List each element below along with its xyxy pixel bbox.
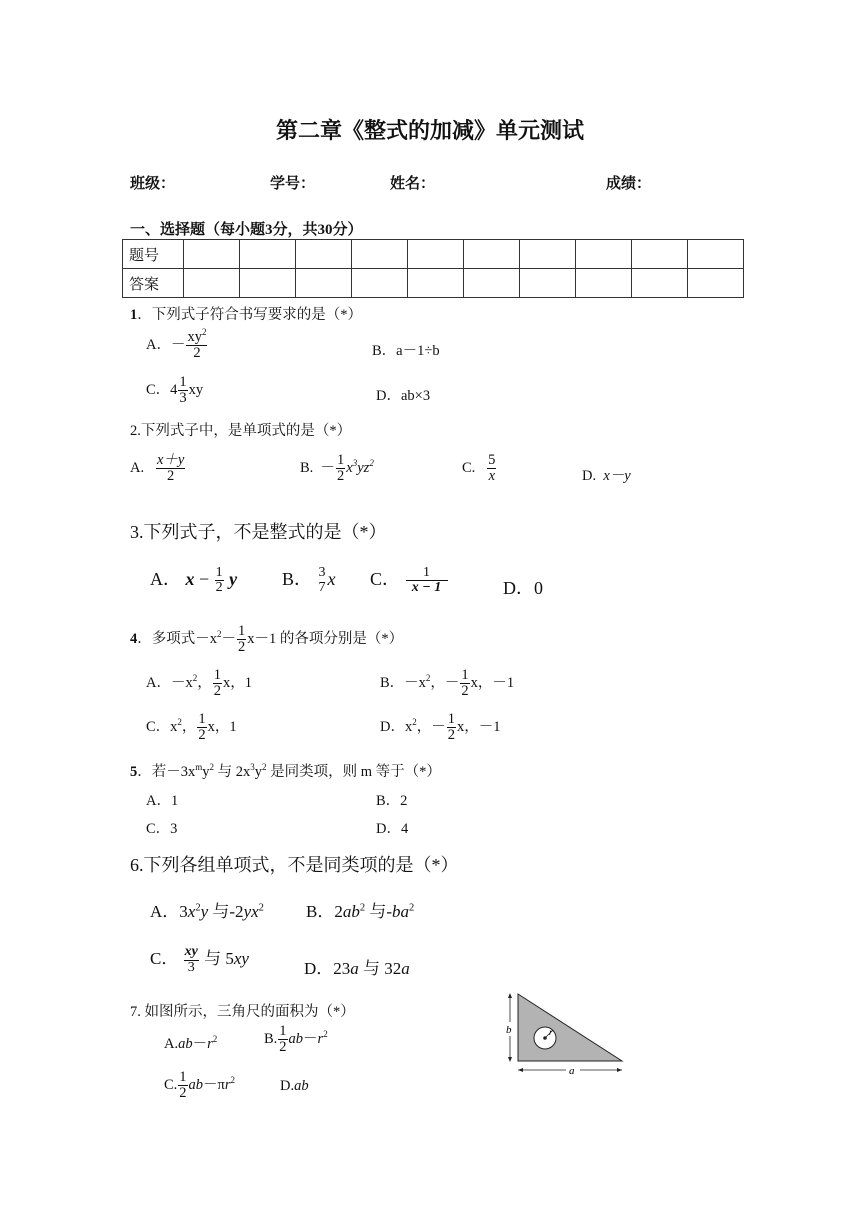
- question-3-option-c: C． $\frac{1}{x - 1}$: [370, 565, 449, 596]
- question-2-option-c: C. $\frac{5}{x}$: [462, 452, 496, 485]
- table-cell[interactable]: [576, 269, 632, 298]
- table-cell[interactable]: [408, 240, 464, 269]
- question-2-option-d: D. x－y: [582, 468, 631, 484]
- table-cell[interactable]: [520, 269, 576, 298]
- question-1-option-d: D．ab×3: [376, 388, 431, 404]
- table-cell[interactable]: [464, 269, 520, 298]
- question-5-stem: 5．若$-3x^my^2$ 与 $2x^3y^2$ 是同类项，则 m 等于（*）: [130, 762, 441, 780]
- question-4-option-b: B．$-x^2$，－ $\frac{1}{2}$ x，－1: [380, 667, 515, 700]
- question-3-stem: 3.下列式子，不是整式的是（*）: [130, 522, 387, 542]
- table-header-cell: 题号: [123, 240, 184, 269]
- table-cell[interactable]: [576, 240, 632, 269]
- question-1-option-b: B．a－1÷b: [372, 343, 440, 359]
- question-1-stem: 1．下列式子符合书写要求的是（*）: [130, 307, 362, 323]
- table-row: [123, 269, 744, 298]
- table-cell[interactable]: [632, 269, 688, 298]
- question-2-option-a: A. $\frac{x+y}{2}$: [130, 452, 185, 485]
- question-6-option-d: D．23a 与 32a: [304, 959, 410, 978]
- label-a: a: [569, 1065, 575, 1077]
- question-6-stem: 6.下列各组单项式，不是同类项的是（*）: [130, 855, 459, 875]
- label-r: r: [549, 1027, 553, 1037]
- table-cell[interactable]: [408, 269, 464, 298]
- question-1-option-c: C．4 $\frac{1}{3}$ xy: [146, 374, 204, 407]
- table-cell[interactable]: [184, 240, 240, 269]
- question-7-stem: 7. 如图所示，三角尺的面积为（*）: [130, 1004, 355, 1020]
- score-label: 成绩：: [606, 176, 652, 192]
- table-cell[interactable]: [296, 269, 352, 298]
- page-title: 第二章《整式的加减》单元测试: [275, 118, 584, 143]
- table-row: [123, 240, 744, 269]
- table-cell[interactable]: [520, 240, 576, 269]
- question-4-option-a: A．$-x^2$， $\frac{1}{2}$ x，1: [146, 667, 252, 700]
- table-cell[interactable]: [240, 240, 296, 269]
- name-label: 姓名：: [390, 176, 436, 192]
- question-6-option-c: C． $\frac{xy}{3}$ 与 5xy: [150, 943, 249, 975]
- question-7-option-b: B. $\frac{1}{2}$ $ab-r^2$: [264, 1023, 328, 1056]
- question-2-stem: 2.下列式子中，是单项式的是（*）: [130, 423, 352, 439]
- student-number-label: 学号：: [270, 176, 316, 192]
- question-1-option-a: A．－ $\frac{xy^2}{2}$: [146, 327, 207, 362]
- question-3-option-a: A． x − $\frac{1}{2}$ y: [150, 564, 238, 596]
- question-7-option-d: D.ab: [280, 1078, 309, 1094]
- section-heading: 一、选择题（每小题3分，共30分）: [130, 222, 363, 238]
- table-cell[interactable]: [296, 240, 352, 269]
- question-2-option-b: B. － $\frac{1}{2}$ $x^3yz^2$: [300, 452, 374, 485]
- question-3-option-d: D．0: [503, 578, 543, 598]
- question-5-option-a: A．1: [146, 793, 179, 809]
- class-label: 班级：: [130, 176, 176, 192]
- question-5-option-b: B．2: [376, 793, 408, 809]
- question-3-option-b: B． 3 7 x: [282, 565, 336, 595]
- table-header-cell: 答案: [123, 269, 184, 298]
- label-b: b: [506, 1024, 512, 1036]
- table-cell[interactable]: [632, 240, 688, 269]
- table-cell[interactable]: [464, 240, 520, 269]
- triangle-ruler-figure: [500, 988, 630, 1078]
- question-7-option-a: $A.ab-r^2$: [164, 1034, 218, 1052]
- question-7-option-c: C. $\frac{1}{2}$ $ab-\pi r^2$: [164, 1069, 236, 1102]
- question-4-option-c: C．$x^2$， $\frac{1}{2}$ x，1: [146, 711, 237, 744]
- table-cell[interactable]: [352, 240, 408, 269]
- answer-table: [122, 239, 744, 298]
- question-6-option-b: B．$2ab^2$ 与$-ba^2$: [306, 902, 415, 921]
- question-5-option-c: C．3: [146, 821, 178, 837]
- table-cell[interactable]: [688, 269, 744, 298]
- question-4-option-d: D．$x^2$，－ $\frac{1}{2}$ x，－1: [380, 711, 501, 744]
- table-cell[interactable]: [184, 269, 240, 298]
- question-5-option-d: D．4: [376, 821, 409, 837]
- question-4-stem: 4．多项式$-x^2-$ $\frac{1}{2}$ x－1 的各项分别是（*）: [130, 623, 404, 656]
- table-cell[interactable]: [240, 269, 296, 298]
- table-cell[interactable]: [352, 269, 408, 298]
- question-6-option-a: A．$3x^2y$ 与$-2yx^2$: [150, 902, 264, 921]
- table-cell[interactable]: [688, 240, 744, 269]
